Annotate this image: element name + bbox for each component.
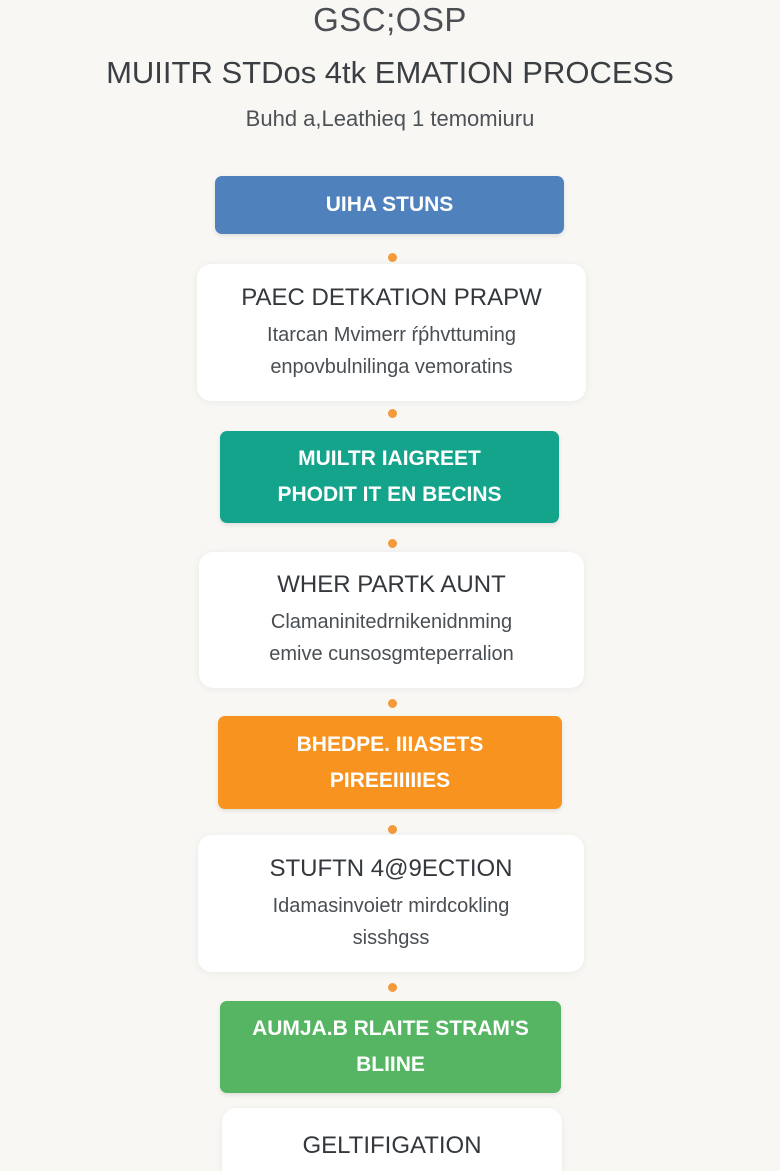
step-5-box <box>218 716 562 809</box>
step-6-desc-line-2: sisshgss <box>352 926 430 949</box>
connector-dot-6 <box>388 983 397 992</box>
step-3-box <box>220 431 559 523</box>
step-4-desc-line-2: emive cunsosgmteperralion <box>269 643 514 665</box>
connector-dot-4 <box>388 699 397 708</box>
step-5-label-line-2: PIREEIIIIIES <box>329 768 451 792</box>
subtitle: Buhd a,Leathieq 1 temomiuru <box>245 106 535 131</box>
step-1-label-line-1: UIHA STUNS <box>325 193 454 216</box>
step-3-label-line-1: MUILTR IAIGREET <box>298 447 481 470</box>
step-7-box <box>220 1001 561 1093</box>
connector-dot-2 <box>388 409 397 418</box>
step-3-label-line-2: PHODIT IT EN BECINS <box>277 483 502 506</box>
step-2-desc-line-1: Itarcan Mvimerr ŕṕhvttuming <box>267 323 516 346</box>
step-2-card <box>197 264 586 401</box>
step-6-card <box>198 835 584 972</box>
step-4-desc-line-1: Clamaninitedrnikenidnming <box>270 611 513 633</box>
top-title: GSC;OSP <box>313 1 467 38</box>
step-2-desc-line-2: enpovbulnilinga vemoratins <box>270 355 513 378</box>
step-6-title: STUFTN 4@9ECTION <box>269 854 513 882</box>
step-4-card <box>199 552 584 688</box>
step-6-desc-line-1: Idamasinvoietr mirdcokling <box>272 894 510 917</box>
step-8-title: GELTIFIGATION <box>302 1131 482 1159</box>
connector-dot-3 <box>388 539 397 548</box>
step-7-label-line-1: AUMJA.B RLAITE STRAM'S <box>252 1017 529 1040</box>
step-5-label-line-1: BHEDPE. IIIASETS <box>296 732 484 756</box>
step-8-card <box>222 1108 562 1171</box>
step-2-title: PAEC DETKATION PRAPW <box>241 283 542 311</box>
step-4-title: WHER PARTK AUNT <box>277 571 506 598</box>
connector-dot-1 <box>388 253 397 262</box>
main-title: MUIITR STDos 4tk EMATION PROCESS <box>106 55 674 90</box>
step-7-label-line-2: BLIINE <box>356 1053 425 1076</box>
connector-dot-5 <box>388 825 397 834</box>
step-1-box <box>215 176 564 234</box>
